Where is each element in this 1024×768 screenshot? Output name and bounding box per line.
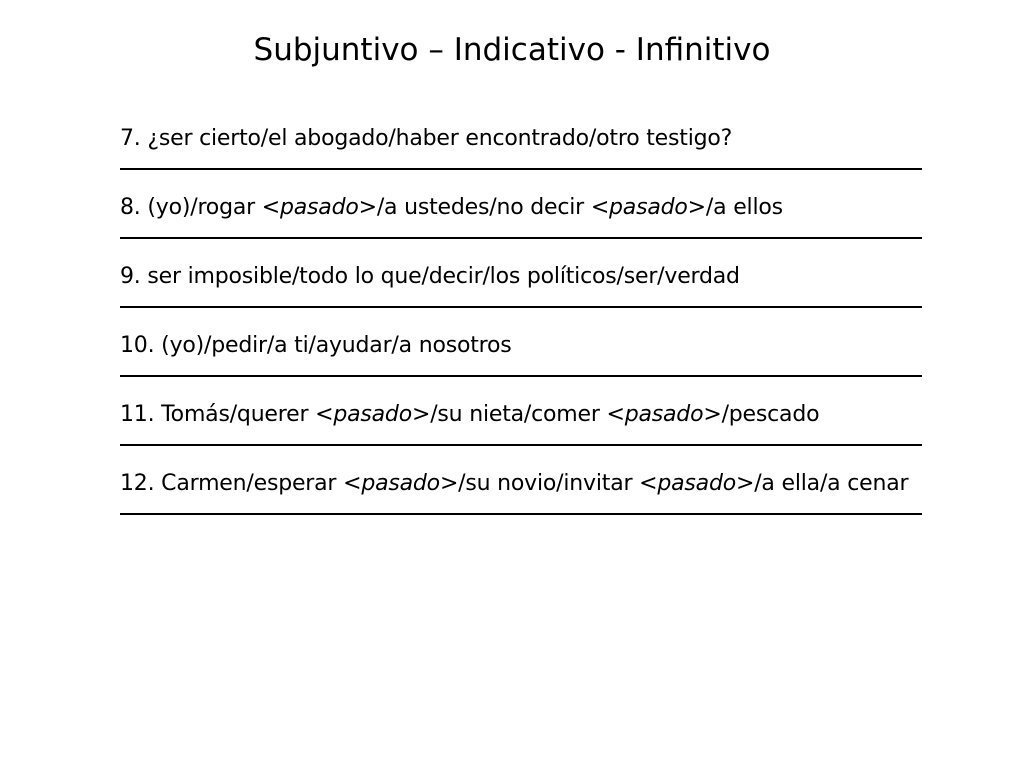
prompt-text: 10. (yo)/pedir/a ti/ayudar/a nosotros — [120, 333, 512, 358]
prompt-text: 9. ser imposible/todo lo que/decir/los políticos/ser/verdad — [120, 264, 740, 289]
prompt-text: >/a ustedes/no decir < — [358, 195, 610, 220]
exercise-prompt — [120, 124, 922, 154]
answer-line[interactable] — [120, 154, 922, 170]
exercise-item — [120, 469, 922, 515]
answer-line[interactable] — [120, 430, 922, 446]
prompt-text: 12. Carmen/esperar < — [120, 471, 362, 496]
prompt-text: >/a ella/a cenar — [735, 471, 909, 496]
slide-title: Subjuntivo – Indicativo - Infinitivo — [253, 32, 771, 68]
prompt-text: >/su novio/invitar < — [439, 471, 658, 496]
prompt-text: 8. (yo)/rogar < — [120, 195, 280, 220]
answer-line[interactable] — [120, 499, 922, 515]
exercise-item — [120, 262, 922, 308]
tense-hint: pasado — [657, 471, 736, 496]
exercise-item — [120, 124, 922, 170]
prompt-text: >/su nieta/comer < — [411, 402, 625, 427]
exercise-item — [120, 400, 922, 446]
exercise-item — [120, 331, 922, 377]
prompt-text: >/a ellos — [687, 195, 783, 220]
prompt-text: 7. ¿ser cierto/el abogado/haber encontrado/otro testigo? — [120, 126, 733, 151]
prompt-text: >/pescado — [703, 402, 820, 427]
tense-hint: pasado — [624, 402, 704, 427]
exercise-prompt — [120, 331, 922, 361]
exercise-prompt — [120, 262, 922, 292]
tense-hint: pasado — [333, 402, 412, 427]
prompt-text: 11. Tomás/querer < — [120, 402, 334, 427]
answer-line[interactable] — [120, 223, 922, 239]
exercise-item — [120, 193, 922, 239]
exercise-prompt — [120, 193, 922, 223]
answer-line[interactable] — [120, 361, 922, 377]
exercise-prompt — [120, 469, 922, 499]
tense-hint: pasado — [279, 195, 359, 220]
exercise-prompt — [120, 400, 922, 430]
tense-hint: pasado — [361, 471, 440, 496]
answer-line[interactable] — [120, 292, 922, 308]
tense-hint: pasado — [609, 195, 688, 220]
exercise-list — [120, 124, 922, 538]
